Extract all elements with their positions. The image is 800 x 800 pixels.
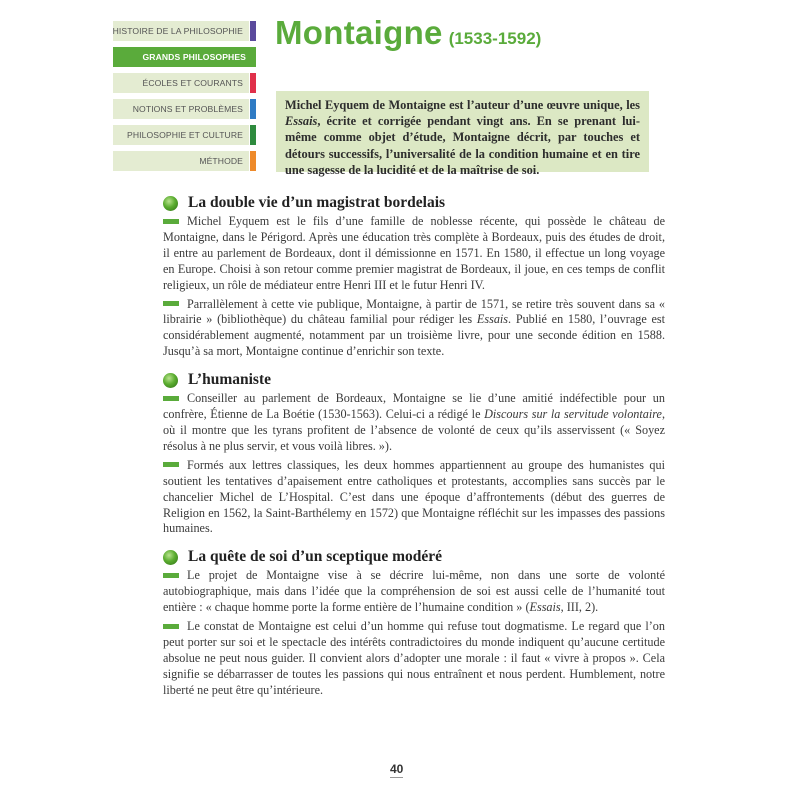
- intro-italic: Essais: [285, 114, 318, 129]
- paragraph-marker-icon: [163, 624, 179, 629]
- nav-color-tag: [250, 125, 256, 145]
- section-heading: [163, 370, 665, 390]
- intro-box: [276, 91, 649, 177]
- section-heading: [163, 547, 665, 567]
- section-heading: [163, 193, 665, 213]
- paragraph: [163, 214, 665, 294]
- nav-label: MÉTHODE: [199, 156, 243, 166]
- text: Parrallèlement à cette vie publique, Montaigne, à partir de 1571, se retire très souvent dans sa « librairie » (bibliothèque) du château familial pour rédiger les: [163, 296, 665, 327]
- paragraph-marker-icon: [163, 462, 179, 467]
- paragraph: [163, 568, 665, 616]
- nav-label: PHILOSOPHIE ET CULTURE: [126, 130, 243, 140]
- paragraph: [163, 297, 665, 361]
- section: [163, 547, 665, 698]
- nav-label: HISTOIRE DE LA PHILOSOPHIE: [112, 26, 243, 36]
- intro-text: Michel Eyquem de Montaigne est l’auteur d’une œuvre unique, les: [285, 98, 640, 112]
- nav-label: GRANDS PHILOSOPHES: [142, 52, 246, 62]
- nav-color-tag: [250, 99, 256, 119]
- page-title: [275, 14, 541, 52]
- nav-color-tag: [250, 73, 256, 93]
- nav-item-ecoles[interactable]: [113, 73, 249, 93]
- nav-item-notions[interactable]: [113, 99, 249, 119]
- intro-text: , écrite et corrigée pendant vingt ans. En se prenant lui-même comme objet d’étude, Montaigne décrit, par touches et détours successifs, l’universalité de la condition humaine et en tire une sagesse de la lucidité et de la maîtrise de soi.: [285, 114, 640, 177]
- italic-text: Essais: [476, 312, 509, 327]
- paragraph-marker-icon: [163, 301, 179, 306]
- nav-item-methode[interactable]: [113, 151, 249, 171]
- paragraph: [163, 458, 665, 538]
- text: Le constat de Montaigne est celui d’un homme qui refuse tout dogmatisme. Le regard que l’on peut porter sur soi et le spectacle des intérêts contradictoires du monde indiquent qu’aucune certitude absolue ne peut nous guider. Il convient alors d’adopter une morale : il faut « vivre à propos ». Cela signifie se débarrasser de toutes les passions qui nous entraînent et nous perdent. Humblement, notre liberté ne peut être qu’intérieure.: [163, 619, 665, 697]
- paragraph: [163, 391, 665, 455]
- philosopher-dates: (1533-1592): [448, 29, 542, 48]
- text: Formés aux lettres classiques, les deux hommes appartiennent au groupe des humanistes qui soutient les tentatives d’apaisement entre catholiques et protestants, accomplies sans succès par le chancelier Michel de L’Hospital. C’est dans une époque d’affrontements (début des guerres de Religion en 1562, la Saint-Barthélemy en 1572) que Montaigne réfléchit sur les impasses des passions humaines.: [163, 457, 665, 536]
- section-nav: [113, 21, 255, 177]
- paragraph-marker-icon: [163, 219, 179, 224]
- green-bullet-icon: [163, 373, 178, 388]
- nav-color-tag: [250, 21, 256, 41]
- nav-color-tag: [250, 151, 256, 171]
- section-title: La double vie d’un magistrat bordelais: [188, 194, 446, 211]
- text: Conseiller au parlement de Bordeaux, Montaigne se lie d’une amitié indéfectible pour un confrère, Étienne de La Boétie (1530-1563). Celui-ci a rédigé le: [163, 391, 665, 422]
- section: [163, 193, 665, 360]
- nav-item-histoire[interactable]: [113, 21, 249, 41]
- main-content: [163, 193, 665, 709]
- text: Le projet de Montaigne vise à se décrire lui-même, non dans une sorte de volonté autobiographique, mais dans l’idée que la compréhension de soi est aussi celle de l’humanité tout entière : « chaque homme porte la forme entière de l’humaine condition » (: [163, 568, 665, 615]
- section-title: L’humaniste: [188, 371, 271, 389]
- green-bullet-icon: [163, 550, 178, 565]
- nav-label: ÉCOLES ET COURANTS: [142, 78, 243, 88]
- paragraph-marker-icon: [163, 396, 179, 401]
- text: , où il montre que les tyrans profitent de l’absence de volonté de ceux qu’ils asservissent (« Soyez résolus à ne plus servir, et vous voilà libres. »).: [163, 407, 665, 453]
- text: , III, 2).: [560, 600, 599, 615]
- nav-item-philosophie-culture[interactable]: [113, 125, 249, 145]
- page-number: 40: [390, 762, 404, 776]
- italic-text: Essais: [529, 600, 561, 615]
- section-title: La quête de soi d’un sceptique modéré: [188, 548, 443, 566]
- green-bullet-icon: [163, 196, 178, 211]
- philosopher-name: Montaigne: [275, 14, 443, 51]
- nav-label: NOTIONS ET PROBLÈMES: [132, 104, 243, 114]
- text: Michel Eyquem est le fils d’une famille de noblesse récente, qui possède le château de Montaigne, dans le Périgord. Après une éducation très complète à Bordeaux, puis des études de droit, il entre au parlement de Bordeaux, dont il démissionne en 1571. En 1580, il effectue un long voyage en Europe. Choisi à son retour comme premier magistrat de Bordeaux, il joue, en ces temps de conflit religieux, un rôle de médiateur entre Henri III et le futur Henri IV.: [163, 214, 665, 292]
- nav-item-grands-philosophes[interactable]: [113, 47, 256, 67]
- italic-text: Discours sur la servitude volontaire: [484, 407, 662, 422]
- paragraph: [163, 619, 665, 699]
- paragraph-marker-icon: [163, 573, 179, 578]
- section: [163, 370, 665, 537]
- text: . Publié en 1580, l’ouvrage est considérablement augmenté, notamment par un troisième livre, pour une seconde édition en 1588. Jusqu’à sa mort, Montaigne continue d’enrichir son texte.: [163, 312, 666, 359]
